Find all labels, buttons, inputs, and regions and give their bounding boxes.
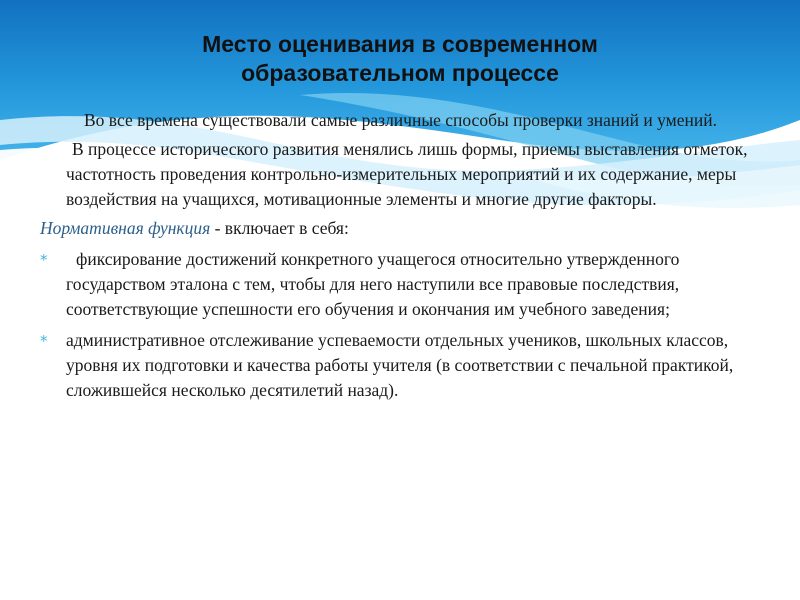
paragraph-history [40, 137, 760, 212]
bullet-marker: * [40, 251, 48, 269]
bullet-marker: * [40, 332, 48, 350]
title-line-1: Место оценивания в современном [202, 31, 598, 57]
normative-function-term: Нормативная функция [40, 218, 211, 238]
paragraph-intro-text: Во все времена существовали самые различные способы проверки знаний и умений. [84, 110, 717, 130]
normative-function-rest: - включает в себя: [210, 218, 349, 238]
slide-body [40, 108, 760, 409]
bullet-item [40, 247, 760, 322]
title-line-2: образовательном процессе [241, 60, 559, 86]
slide-title [40, 30, 760, 88]
bullet-item-text: административное отслеживание успеваемости отдельных учеников, школьных классов, уровня их подготовки и качества работы учителя (в соответствии с печальной практикой, сложившейся несколько десятилетий назад). [66, 330, 734, 400]
paragraph-intro [40, 108, 760, 133]
bullet-item-text: фиксирование достижений конкретного учащегося относительно утвержденного государством эталона с тем, чтобы для него наступили все правовые последствия, соответствующие успешности его обучения и окончания им учебного заведения; [66, 249, 680, 319]
normative-function-label [40, 216, 760, 241]
paragraph-history-text: В процессе исторического развития менялись лишь формы, приемы выставления отметок, частотность проведения контрольно-измерительных мероприятий и их содержание, меры воздействия на учащихся, мотивационные элементы и многие другие факторы. [66, 139, 748, 209]
bullet-item [40, 328, 760, 403]
